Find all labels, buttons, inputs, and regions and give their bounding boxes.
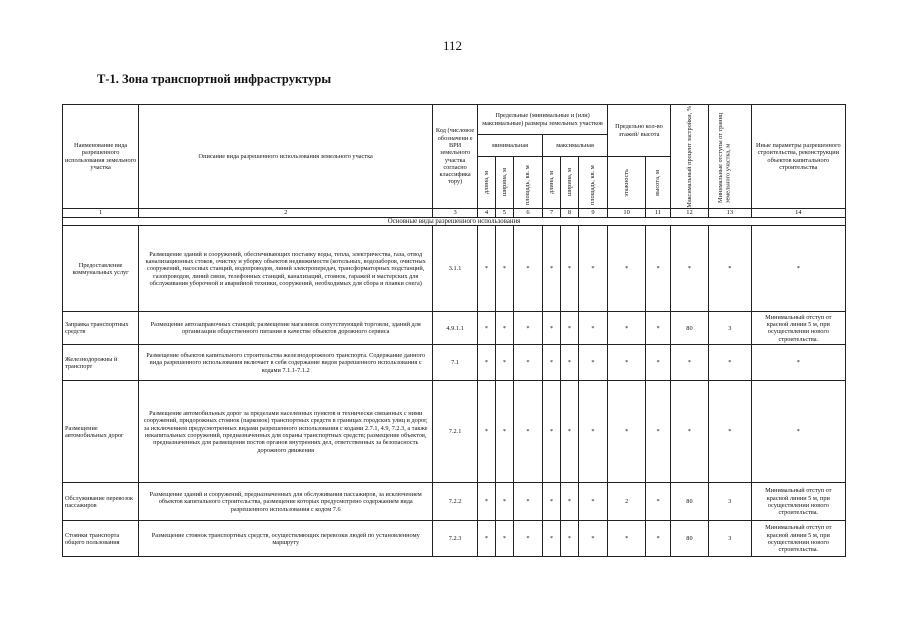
row-name: Обслуживание перевозок пассажиров <box>63 483 139 521</box>
row-other-params: Минимальный отступ от красной линии 5 м, при осуществлении нового строительства. <box>751 312 845 345</box>
row-value: 80 <box>670 312 708 345</box>
land-use-table <box>62 104 846 557</box>
row-other-params: Минимальный отступ от красной линии 5 м, при осуществлении нового строительства. <box>751 521 845 557</box>
row-value: 80 <box>670 521 708 557</box>
row-name: Железнодорожны й транспорт <box>63 345 139 381</box>
column-number: 2 <box>139 209 433 218</box>
table-row <box>63 483 846 521</box>
column-number: 1 <box>63 209 139 218</box>
header-min-area: площадь, кв. м <box>513 157 542 209</box>
row-value: * <box>608 312 646 345</box>
row-code: 3.1.1 <box>433 226 478 312</box>
row-name: Заправка транспортных средств <box>63 312 139 345</box>
row-value: * <box>495 381 513 483</box>
row-description: Размещение автозаправочных станций; размещение магазинов сопутствующей торговли, зданий для организации общественного питания в качестве объектов дорожного сервиса <box>139 312 433 345</box>
row-value: * <box>608 381 646 483</box>
header-description: Описание вида разрешенного использования земельного участка <box>139 105 433 209</box>
table-row <box>63 312 846 345</box>
row-value: * <box>495 312 513 345</box>
row-value: * <box>543 312 561 345</box>
row-value: * <box>608 226 646 312</box>
column-number: 8 <box>560 209 578 218</box>
column-numbers-row <box>63 209 846 218</box>
row-value: * <box>513 226 542 312</box>
row-value: * <box>646 226 671 312</box>
row-value: 3 <box>709 312 752 345</box>
row-value: * <box>646 381 671 483</box>
row-description: Размещение объектов капитального строительства железнодорожного транспорта. Содержание данного вида разрешенного использования включает в себя содержание видов разрешенного использования с кодами 7.1.1-7.1.2 <box>139 345 433 381</box>
page-number: 112 <box>442 38 463 53</box>
header-max-area: площадь, кв. м <box>578 157 607 209</box>
row-value: * <box>578 345 607 381</box>
header-coverage: Максимальный процент застройки, % <box>670 105 708 209</box>
row-description: Размещение автомобильных дорог за пределами населенных пунктов и технически связанных с ними сооружений, придорожных стоянок (парковок) транспортных средств в границах городских улиц и дорог, за исключением предусмотренных видами разрешенного использования с кодами 2.7.1, 4.9, 7.2.3, а также некапитальных сооружений, предназначенных для охраны транспортных средств; размещение объектов, предназначенных для размещения постов органов внутренних дел, ответственных за безопасность дорожного движения <box>139 381 433 483</box>
row-value: * <box>751 345 845 381</box>
column-number: 4 <box>478 209 496 218</box>
row-value: * <box>495 226 513 312</box>
column-number: 10 <box>608 209 646 218</box>
row-value: * <box>646 521 671 557</box>
header-min-length: длина, м <box>478 157 496 209</box>
row-name: Предоставление коммунальных услуг <box>63 226 139 312</box>
section-title: Основные виды разрешенного использования <box>63 217 846 226</box>
row-value: * <box>608 345 646 381</box>
row-value: 80 <box>670 483 708 521</box>
row-code: 7.2.3 <box>433 521 478 557</box>
row-value: * <box>495 483 513 521</box>
row-other-params: Минимальный отступ от красной линии 5 м, при осуществлении нового строительства. <box>751 483 845 521</box>
row-value: * <box>513 521 542 557</box>
row-code: 7.2.1 <box>433 381 478 483</box>
row-code: 7.2.2 <box>433 483 478 521</box>
column-number: 6 <box>513 209 542 218</box>
header-max-length: длина, м <box>543 157 561 209</box>
header-limits: Предельные (минимальные и (или) максимальные) размеры земельных участков <box>478 105 608 135</box>
column-number: 9 <box>578 209 607 218</box>
row-name: Стоянки транспорта общего пользования <box>63 521 139 557</box>
row-description: Размещение зданий и сооружений, предназначенных для обслуживания пассажиров, за исключением объектов капитального строительства, размещение которых предусмотрено содержанием вида разрешенного использования с кодом 7.6 <box>139 483 433 521</box>
header-other: Иные параметры разрешенного строительства, реконструкции объектов капитального строительства <box>751 105 845 209</box>
row-value: * <box>560 345 578 381</box>
row-value: * <box>709 381 752 483</box>
header-max: максимальная <box>543 135 608 157</box>
header-floors: этажность <box>608 157 646 209</box>
row-description: Размещение стоянок транспортных средств, осуществляющих перевозки людей по установленному маршруту <box>139 521 433 557</box>
row-value: * <box>478 312 496 345</box>
header-height-limit: Предельно кол-во этажей/ высота <box>608 105 671 157</box>
row-value: * <box>578 381 607 483</box>
row-description: Размещение зданий и сооружений, обеспечивающих поставку воды, тепла, электричества, газа, отвод канализационных стоков, очистку и уборку объектов недвижимости (котельных, водозаборов, очистных сооружений, насосных станций, водопроводов, линий электропередач, трансформаторных подстанций, газопроводов, линий связи, телефонных станций, канализаций, стоянок, гаражей и мастерских для обслуживания уборочной и аварийной техники, сооружений, необходимых для сбора и плавки снега) <box>139 226 433 312</box>
row-value: * <box>646 483 671 521</box>
row-value: * <box>709 345 752 381</box>
header-name: Наименование вида разрешенного использования земельного участка <box>63 105 139 209</box>
row-value: * <box>670 226 708 312</box>
column-number: 12 <box>670 209 708 218</box>
table-row <box>63 521 846 557</box>
row-value: * <box>478 226 496 312</box>
page-title: Т-1. Зона транспортной инфраструктуры <box>97 72 332 86</box>
row-value: * <box>478 521 496 557</box>
row-value: * <box>560 381 578 483</box>
row-code: 7.1 <box>433 345 478 381</box>
row-value: * <box>513 381 542 483</box>
row-value: * <box>513 312 542 345</box>
row-value: * <box>751 226 845 312</box>
header-code: Код (числовое обозначени е ВРИ земельного участка согласно классифика тору) <box>433 105 478 209</box>
row-value: * <box>709 226 752 312</box>
table-row <box>63 345 846 381</box>
column-number: 3 <box>433 209 478 218</box>
row-name: Размещение автомобильных дорог <box>63 381 139 483</box>
column-number: 5 <box>495 209 513 218</box>
column-number: 7 <box>543 209 561 218</box>
row-value: * <box>513 345 542 381</box>
column-number: 14 <box>751 209 845 218</box>
row-value: * <box>495 521 513 557</box>
row-value: * <box>543 483 561 521</box>
row-value: 2 <box>608 483 646 521</box>
row-value: * <box>646 312 671 345</box>
row-value: * <box>478 381 496 483</box>
row-value: * <box>578 226 607 312</box>
row-value: * <box>560 521 578 557</box>
row-value: * <box>543 345 561 381</box>
row-value: * <box>495 345 513 381</box>
header-max-width: ширина, м <box>560 157 578 209</box>
row-value: * <box>560 312 578 345</box>
row-value: * <box>608 521 646 557</box>
column-number: 11 <box>646 209 671 218</box>
row-value: * <box>560 483 578 521</box>
column-number: 13 <box>709 209 752 218</box>
row-value: * <box>560 226 578 312</box>
header-min: минимальная <box>478 135 543 157</box>
row-value: * <box>646 345 671 381</box>
row-value: * <box>670 345 708 381</box>
row-value: * <box>478 345 496 381</box>
table-row <box>63 226 846 312</box>
row-value: 3 <box>709 483 752 521</box>
row-value: * <box>578 483 607 521</box>
row-value: * <box>543 381 561 483</box>
row-value: * <box>670 381 708 483</box>
row-value: * <box>578 521 607 557</box>
row-value: * <box>513 483 542 521</box>
row-value: * <box>751 381 845 483</box>
row-code: 4.9.1.1 <box>433 312 478 345</box>
table-row <box>63 381 846 483</box>
header-min-width: ширина, м <box>495 157 513 209</box>
row-value: * <box>578 312 607 345</box>
row-value: 3 <box>709 521 752 557</box>
header-setback: Минимальные отступы от границ земельного участка, м <box>709 105 752 209</box>
row-value: * <box>543 226 561 312</box>
row-value: * <box>543 521 561 557</box>
row-value: * <box>478 483 496 521</box>
header-height: высота, м <box>646 157 671 209</box>
